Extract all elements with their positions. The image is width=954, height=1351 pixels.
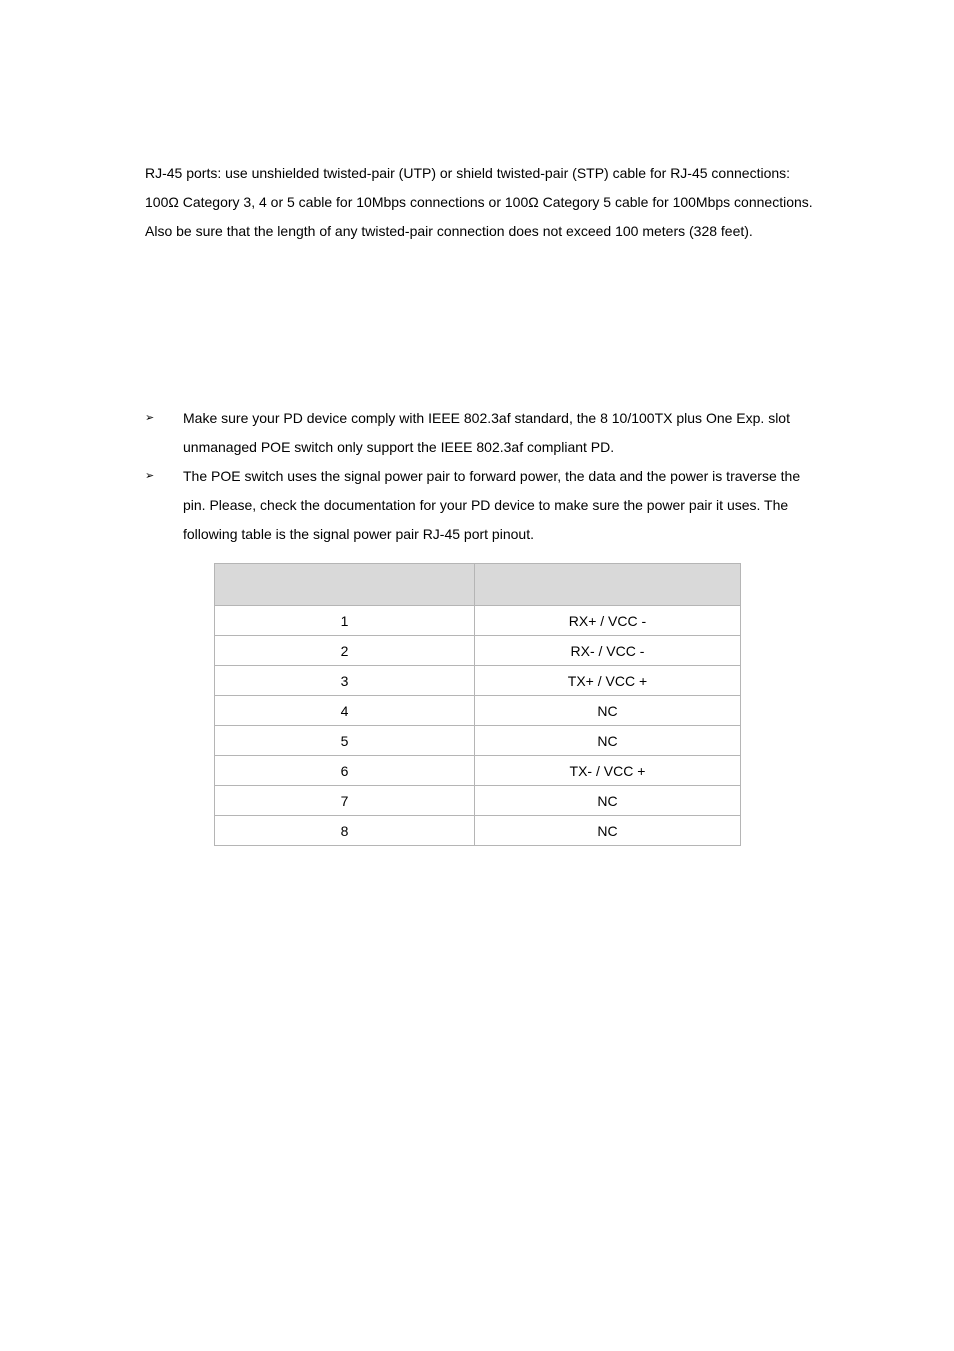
pin-number-cell: 7 [215,786,475,816]
header-signal [474,564,740,606]
signal-cell: NC [474,696,740,726]
pin-number-cell: 1 [215,606,475,636]
table-row [215,606,741,636]
pin-number-cell: 5 [215,726,475,756]
pin-number-cell: 8 [215,816,475,846]
signal-cell: NC [474,726,740,756]
arrow-bullet-icon: ➢ [145,470,155,482]
pin-number-cell: 6 [215,756,475,786]
table-row [215,816,741,846]
signal-cell: RX+ / VCC - [474,606,740,636]
signal-cell: NC [474,816,740,846]
header-pin-number [215,564,475,606]
table-row [215,786,741,816]
list-item-text: The POE switch uses the signal power pair to forward power, the data and the power is traverse the pin. Please, check the documentation for your PD device to make sure the power pair it uses. The following table is the signal power pair RJ-45 port pinout. [183,468,801,542]
pin-number-cell: 2 [215,636,475,666]
pin-number-cell: 4 [215,696,475,726]
table-row [215,696,741,726]
signal-cell: TX+ / VCC + [474,666,740,696]
table-row [215,756,741,786]
rj45-pinout-table [214,563,741,846]
rj45-cable-paragraph: RJ-45 ports: use unshielded twisted-pair (UTP) or shield twisted-pair (STP) cable for RJ-45 connections: 100Ω Category 3, 4 or 5 cable for 10Mbps connections or 100Ω Category 5 cable for 100Mbps connections. Also be sure that the length of any twisted-pair connection does not exceed 100 meters (328 feet). [145,165,813,239]
table-row [215,636,741,666]
pin-number-cell: 3 [215,666,475,696]
signal-cell: RX- / VCC - [474,636,740,666]
list-item [145,462,815,549]
table-header-row [215,564,741,606]
signal-cell: NC [474,786,740,816]
list-item-text: Make sure your PD device comply with IEEE 802.3af standard, the 8 10/100TX plus One Exp. slot unmanaged POE switch only support the IEEE 802.3af compliant PD. [183,410,790,455]
table-row [215,666,741,696]
poe-notes-list [145,404,815,549]
signal-cell: TX- / VCC + [474,756,740,786]
arrow-bullet-icon: ➢ [145,412,155,424]
list-item [145,404,815,462]
table-row [215,726,741,756]
